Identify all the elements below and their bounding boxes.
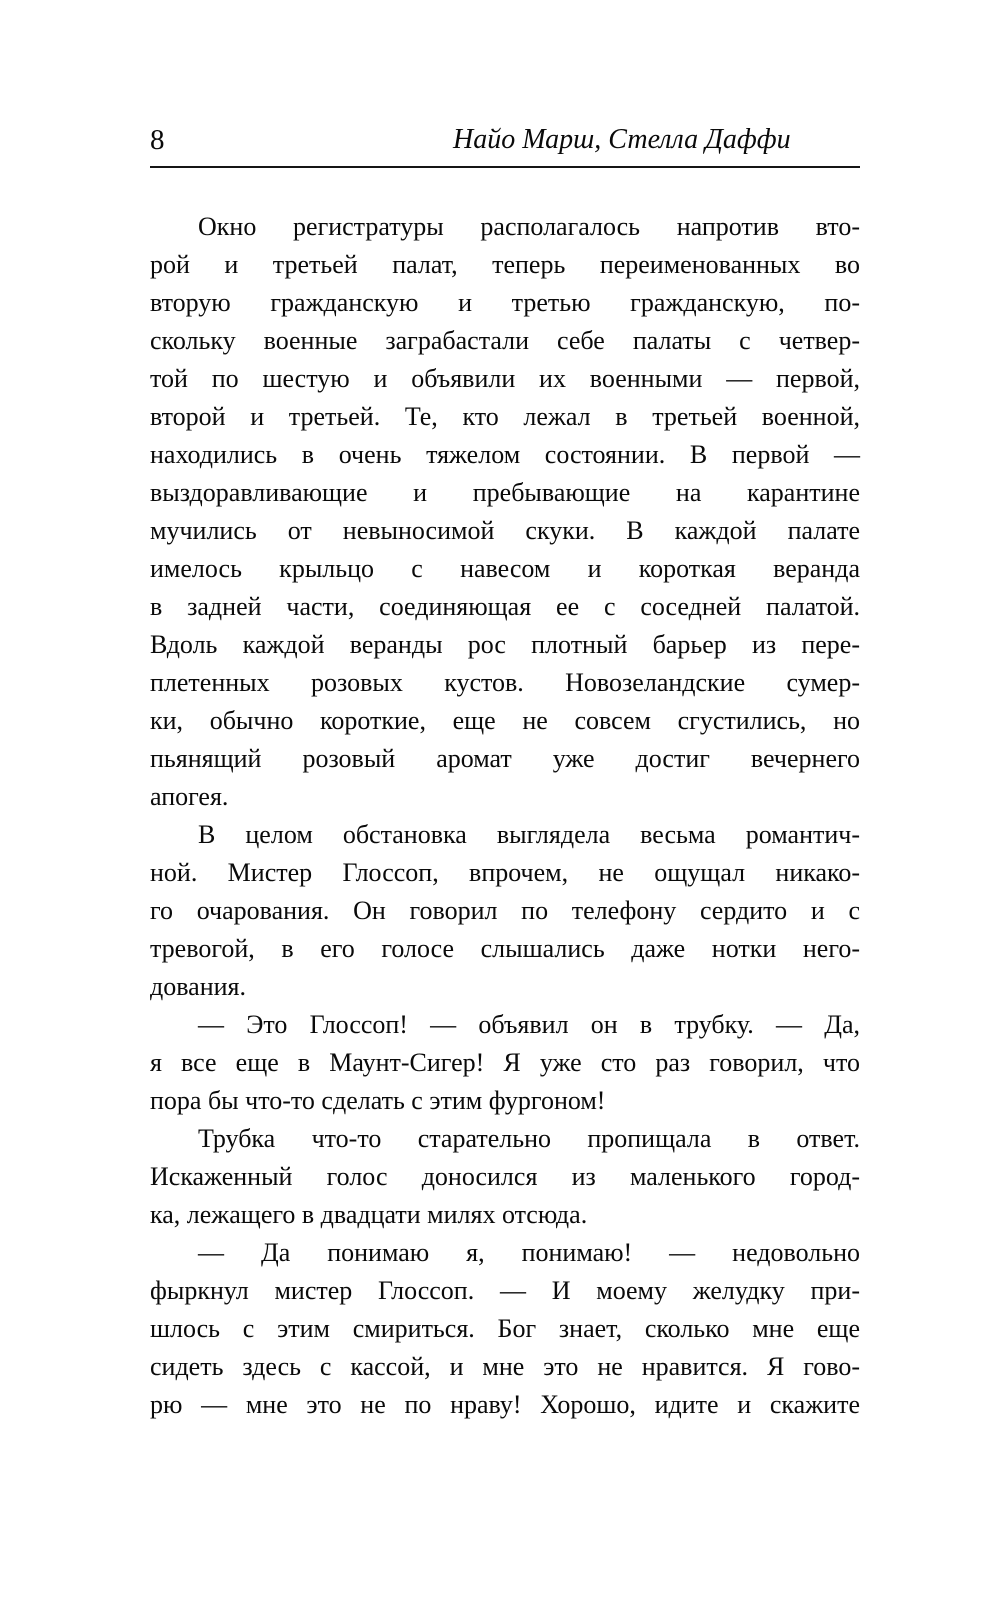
text-line: я все еще в Маунт-Сигер! Я уже сто раз говорил, что [150, 1048, 860, 1077]
text-line: Искаженный голос доносился из маленького город- [150, 1162, 860, 1191]
text-line: рю — мне это не по нраву! Хорошо, идите и скажите [150, 1390, 860, 1419]
text-line: мучились от невыносимой скуки. В каждой палате [150, 516, 860, 545]
text-line: — Это Глоссоп! — объявил он в трубку. — Да, [198, 1010, 860, 1039]
text-line: второй и третьей. Те, кто лежал в третьей военной, [150, 402, 860, 431]
text-line: Трубка что-то старательно пропищала в ответ. [198, 1124, 860, 1153]
text-block [150, 208, 860, 1424]
text-line: той по шестую и объявили их военными — первой, [150, 364, 860, 393]
text-line: имелось крыльцо с навесом и короткая веранда [150, 554, 860, 583]
text-line: пора бы что-то сделать с этим фургоном! [150, 1086, 606, 1115]
text-line: В целом обстановка выглядела весьма романтич- [198, 820, 860, 849]
text-line: шлось с этим смириться. Бог знает, сколько мне еще [150, 1314, 860, 1343]
text-line: скольку военные заграбастали себе палаты с четвер- [150, 326, 860, 355]
header-rule [150, 166, 860, 168]
text-line: ной. Мистер Глоссоп, впрочем, не ощущал никако- [150, 858, 860, 887]
page-header [150, 122, 860, 160]
text-line: Окно регистратуры располагалось напротив вто- [198, 212, 860, 241]
page-number: 8 [150, 124, 165, 156]
paragraph [150, 1120, 860, 1234]
paragraph [150, 816, 860, 1006]
text-line: — Да понимаю я, понимаю! — недовольно [198, 1238, 860, 1267]
paragraph [150, 208, 860, 816]
text-line: ки, обычно короткие, еще не совсем сгустились, но [150, 706, 860, 735]
text-line: дования. [150, 972, 246, 1001]
text-line: плетенных розовых кустов. Новозеландские сумер- [150, 668, 860, 697]
paragraph [150, 1234, 860, 1424]
text-line: го очарования. Он говорил по телефону сердито и с [150, 896, 860, 925]
text-line: находились в очень тяжелом состоянии. В первой — [150, 440, 860, 469]
text-line: ка, лежащего в двадцати милях отсюда. [150, 1200, 588, 1229]
running-title: Найо Марш, Стелла Даффи [453, 124, 791, 155]
text-line: Вдоль каждой веранды рос плотный барьер из пере- [150, 630, 860, 659]
text-line: фыркнул мистер Глоссоп. — И моему желудку при- [150, 1276, 860, 1305]
text-line: апогея. [150, 782, 229, 811]
text-line: вторую гражданскую и третью гражданскую, по- [150, 288, 860, 317]
text-line: выздоравливающие и пребывающие на карантине [150, 478, 860, 507]
text-line: в задней части, соединяющая ее с соседней палатой. [150, 592, 860, 621]
text-line: тревогой, в его голосе слышались даже нотки него- [150, 934, 860, 963]
text-line: сидеть здесь с кассой, и мне это не нравится. Я гово- [150, 1352, 860, 1381]
text-line: пьянящий розовый аромат уже достиг вечернего [150, 744, 860, 773]
text-line: рой и третьей палат, теперь переименованных во [150, 250, 860, 279]
paragraph [150, 1006, 860, 1120]
